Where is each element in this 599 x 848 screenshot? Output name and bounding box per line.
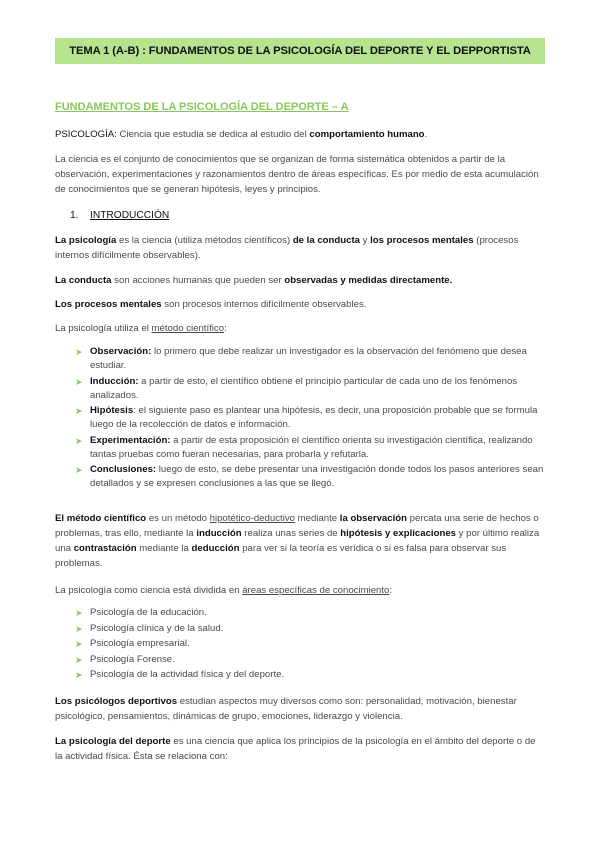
list-item <box>75 622 545 636</box>
underlined-term: hipotético-deductivo <box>209 513 295 524</box>
text: es una ciencia que aplica los principios de la psicología en el ámbito del deporte o de la actividad física. Ésta se relaciona con: <box>55 736 536 762</box>
psicologia-definition <box>55 127 545 142</box>
ciencia-paragraph: La ciencia es el conjunto de conocimientos que se organizan de forma sistemática obtenidos a partir de la observación, experimentaciones y razonamientos dentro de áreas específicas. Es por medio de esta acumulación de conocimientos que se generan hipótesis, leyes y principios. <box>55 154 539 195</box>
text: y <box>359 235 371 246</box>
list-item <box>75 375 545 403</box>
arrow-right-icon: ➤ <box>75 608 83 618</box>
paragraph-metodo-cientifico <box>55 511 545 571</box>
paragraph-psicologia <box>55 233 545 263</box>
list-item <box>75 345 545 373</box>
list-item <box>75 637 545 651</box>
arrow-right-icon: ➤ <box>75 376 83 387</box>
paragraph-psicologos-deportivos <box>55 694 545 724</box>
arrow-right-icon: ➤ <box>75 435 83 446</box>
arrow-right-icon: ➤ <box>75 465 83 475</box>
text: : <box>389 585 393 596</box>
psicologia-label: PSICOLOGÍA: <box>55 129 117 140</box>
psicologia-text: Ciencia que estudia se dedica al estudio del <box>116 129 310 140</box>
section-title: INTRODUCCIÓN <box>90 210 170 221</box>
step-text: lo primero que debe realizar un investigador es la observación del fenómeno que desea estudiar. <box>90 346 527 371</box>
arrow-right-icon: ➤ <box>75 639 83 649</box>
paragraph-areas-intro <box>55 583 545 598</box>
text: son acciones humanas que pueden ser <box>111 275 285 286</box>
text: percata una serie de hechos o problemas, tras ello, mediante la <box>55 513 539 539</box>
paragraph-metodo-intro <box>55 321 545 336</box>
term: contrastación <box>73 543 137 554</box>
term: Los procesos mentales <box>55 299 162 310</box>
underlined-term: áreas específicas de conocimiento <box>242 585 390 596</box>
list-item <box>75 434 545 462</box>
arrow-right-icon: ➤ <box>75 623 83 634</box>
text: es la ciencia (utiliza métodos científicos) <box>116 235 293 246</box>
area-text: Psicología empresarial. <box>90 638 190 649</box>
areas-list <box>75 606 545 684</box>
area-text: Psicología de la actividad física y del deporte. <box>90 669 285 680</box>
underlined-term: método científico <box>151 323 225 334</box>
method-steps-list <box>75 345 545 493</box>
document-title: TEMA 1 (A-B) : FUNDAMENTOS DE LA PSICOLOGÍA DEL DEPORTE Y EL DEPPORTISTA <box>69 45 531 57</box>
text: realiza unas series de <box>241 528 341 539</box>
step-term: Conclusiones: <box>90 464 157 475</box>
psicologia-bold: comportamiento humano <box>309 129 425 140</box>
step-text: : el siguiente paso es plantear una hipótesis, es decir, una proposición probable que se formula luego de la recolección de datos e información. <box>90 405 538 430</box>
term: La psicología del deporte <box>55 736 171 747</box>
text: mediante <box>294 513 340 524</box>
text: estudian aspectos muy diversos como son: personalidad, motivación, bienestar psicológico, pensamientos, dinámicas de grupo, emociones, liderazgo y violencia. <box>55 696 517 722</box>
text: es un método <box>146 513 210 524</box>
list-item <box>75 463 545 491</box>
list-item <box>75 606 545 620</box>
paragraph-psicologia-deporte <box>55 734 545 764</box>
text: son procesos internos difícilmente observables. <box>161 299 367 310</box>
text: y por último realiza una <box>55 528 540 554</box>
step-text: luego de esto, se debe presentar una investigación donde todos los pasos anteriores sean detallados y se expresen conclusiones a las que se llegó. <box>90 464 544 489</box>
list-item <box>75 668 545 682</box>
arrow-right-icon: ➤ <box>75 670 83 680</box>
text: para ver si la teoría es verídica o si es falsa para observar sus problemas. <box>55 543 507 569</box>
term: El método científico <box>55 513 147 524</box>
term: deducción <box>191 543 240 554</box>
term: de la conducta <box>292 235 360 246</box>
term: inducción <box>196 528 242 539</box>
text: : <box>224 323 227 334</box>
step-term: Hipótesis <box>90 405 134 416</box>
section-number: 1. <box>70 210 79 221</box>
term: observadas y medidas directamente. <box>284 275 453 286</box>
area-text: Psicología Forense. <box>90 653 175 665</box>
arrow-right-icon: ➤ <box>75 347 83 357</box>
step-term: Experimentación: <box>90 434 171 446</box>
section-heading-introduccion <box>70 210 169 221</box>
text: mediante la <box>136 543 192 554</box>
step-term: Inducción: <box>90 375 139 387</box>
text: La psicología como ciencia está dividida en <box>55 585 243 596</box>
paragraph-procesos <box>55 297 545 312</box>
section-subheading: FUNDAMENTOS DE LA PSICOLOGÍA DEL DEPORTE – A <box>55 101 349 113</box>
paragraph-conducta <box>55 273 545 288</box>
step-term: Observación: <box>90 346 152 357</box>
list-item <box>75 653 545 667</box>
term: La psicología <box>55 235 117 246</box>
step-text: a partir de esta proposición el científico orienta su investigación científica, realizando tantas pruebas como fueran necesarias, para probarla y refutarla. <box>90 434 533 460</box>
text: (procesos internos difícilmente observables). <box>55 235 519 261</box>
term: hipótesis y explicaciones <box>340 528 456 539</box>
term: los procesos mentales <box>370 235 474 246</box>
list-item <box>75 404 545 432</box>
area-text: Psicología clínica y de la salud. <box>90 622 224 634</box>
step-text: a partir de esto, el científico obtiene el principio particular de cada uno de los fenómenos analizados. <box>90 375 518 401</box>
arrow-right-icon: ➤ <box>75 654 83 665</box>
term: La conducta <box>55 275 112 286</box>
arrow-right-icon: ➤ <box>75 406 83 416</box>
document-title-banner <box>55 38 545 64</box>
area-text: Psicología de la educación. <box>90 607 207 618</box>
term: Los psicólogos deportivos <box>55 696 178 707</box>
psicologia-end: . <box>424 129 428 140</box>
text: La psicología utiliza el <box>55 323 152 334</box>
term: la observación <box>339 513 407 524</box>
